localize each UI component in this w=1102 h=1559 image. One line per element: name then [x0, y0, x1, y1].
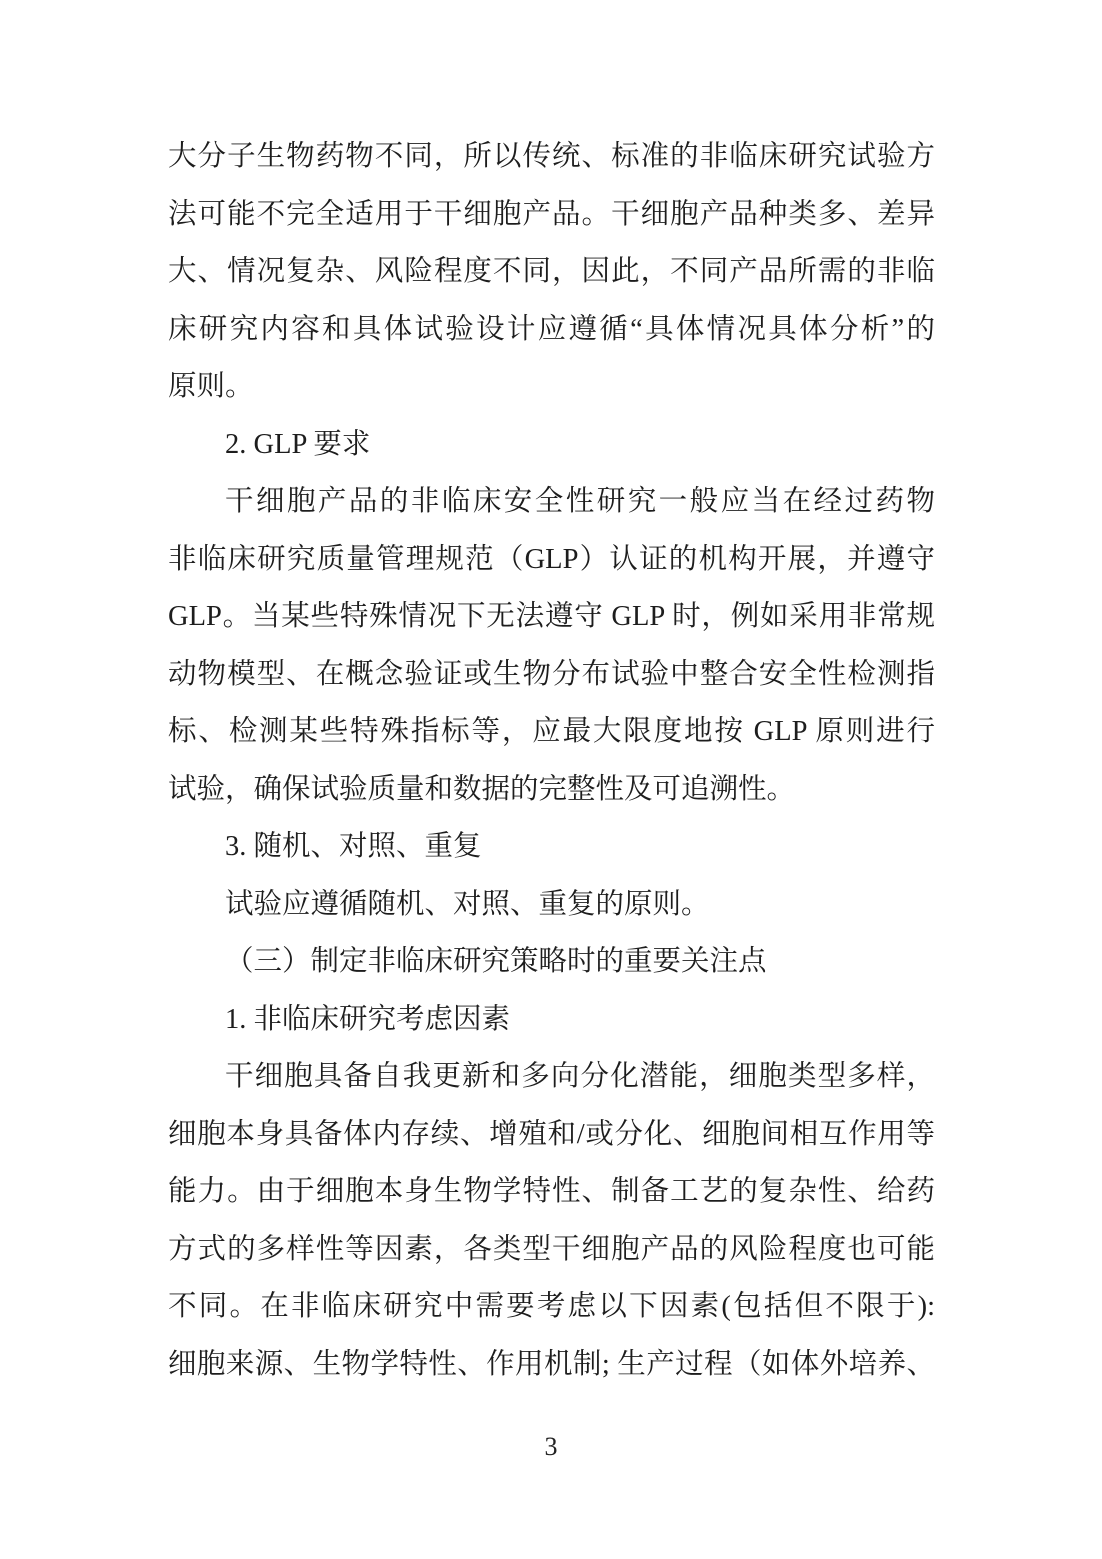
text-line: 干细胞产品的非临床安全性研究一般应当在经过药物 — [225, 486, 935, 517]
text-line: 原则。 — [168, 371, 254, 402]
text-line: 方式的多样性等因素，各类型干细胞产品的风险程度也可能 — [168, 1233, 935, 1265]
text-line: 标、检测某些特殊指标等，应最大限度地按 GLP 原则进行 — [168, 716, 935, 747]
page-footer — [0, 1428, 1102, 1466]
text-line: 非临床研究质量管理规范（GLP）认证的机构开展，并遵守 — [168, 543, 935, 575]
text-line: 能力。由于细胞本身生物学特性、制备工艺的复杂性、给药 — [168, 1176, 935, 1207]
text-line: 细胞本身具备体内存续、增殖和/或分化、细胞间相互作用等 — [168, 1118, 935, 1150]
text-line: 试验应遵循随机、对照、重复的原则。 — [225, 888, 710, 920]
document-body — [168, 128, 935, 1393]
section-heading-line: 2. GLP 要求 — [225, 428, 371, 460]
text-line: 试验，确保试验质量和数据的完整性及可追溯性。 — [168, 773, 796, 805]
section-heading-line: 3. 随机、对照、重复 — [225, 831, 482, 862]
text-line: 干细胞具备自我更新和多向分化潜能，细胞类型多样， — [225, 1061, 935, 1092]
section-heading-line: 1. 非临床研究考虑因素 — [225, 1003, 511, 1035]
section-heading-line: （三）制定非临床研究策略时的重要关注点 — [225, 946, 767, 977]
text-line: 法可能不完全适用于干细胞产品。干细胞产品种类多、差异 — [168, 198, 935, 230]
text-line: 细胞来源、生物学特性、作用机制; 生产过程（如体外培养、 — [168, 1348, 935, 1380]
page-number: 3 — [544, 1432, 558, 1461]
text-line: 床研究内容和具体试验设计应遵循“具体情况具体分析”的 — [168, 313, 935, 345]
text-line: 不同。在非临床研究中需要考虑以下因素(包括但不限于): — [168, 1291, 935, 1322]
text-line: 大、情况复杂、风险程度不同，因此，不同产品所需的非临 — [168, 256, 935, 287]
text-line: 动物模型、在概念验证或生物分布试验中整合安全性检测指 — [168, 658, 935, 690]
text-line: GLP。当某些特殊情况下无法遵守 GLP 时，例如采用非常规 — [168, 601, 935, 632]
text-line: 大分子生物药物不同，所以传统、标准的非临床研究试验方 — [168, 141, 935, 172]
